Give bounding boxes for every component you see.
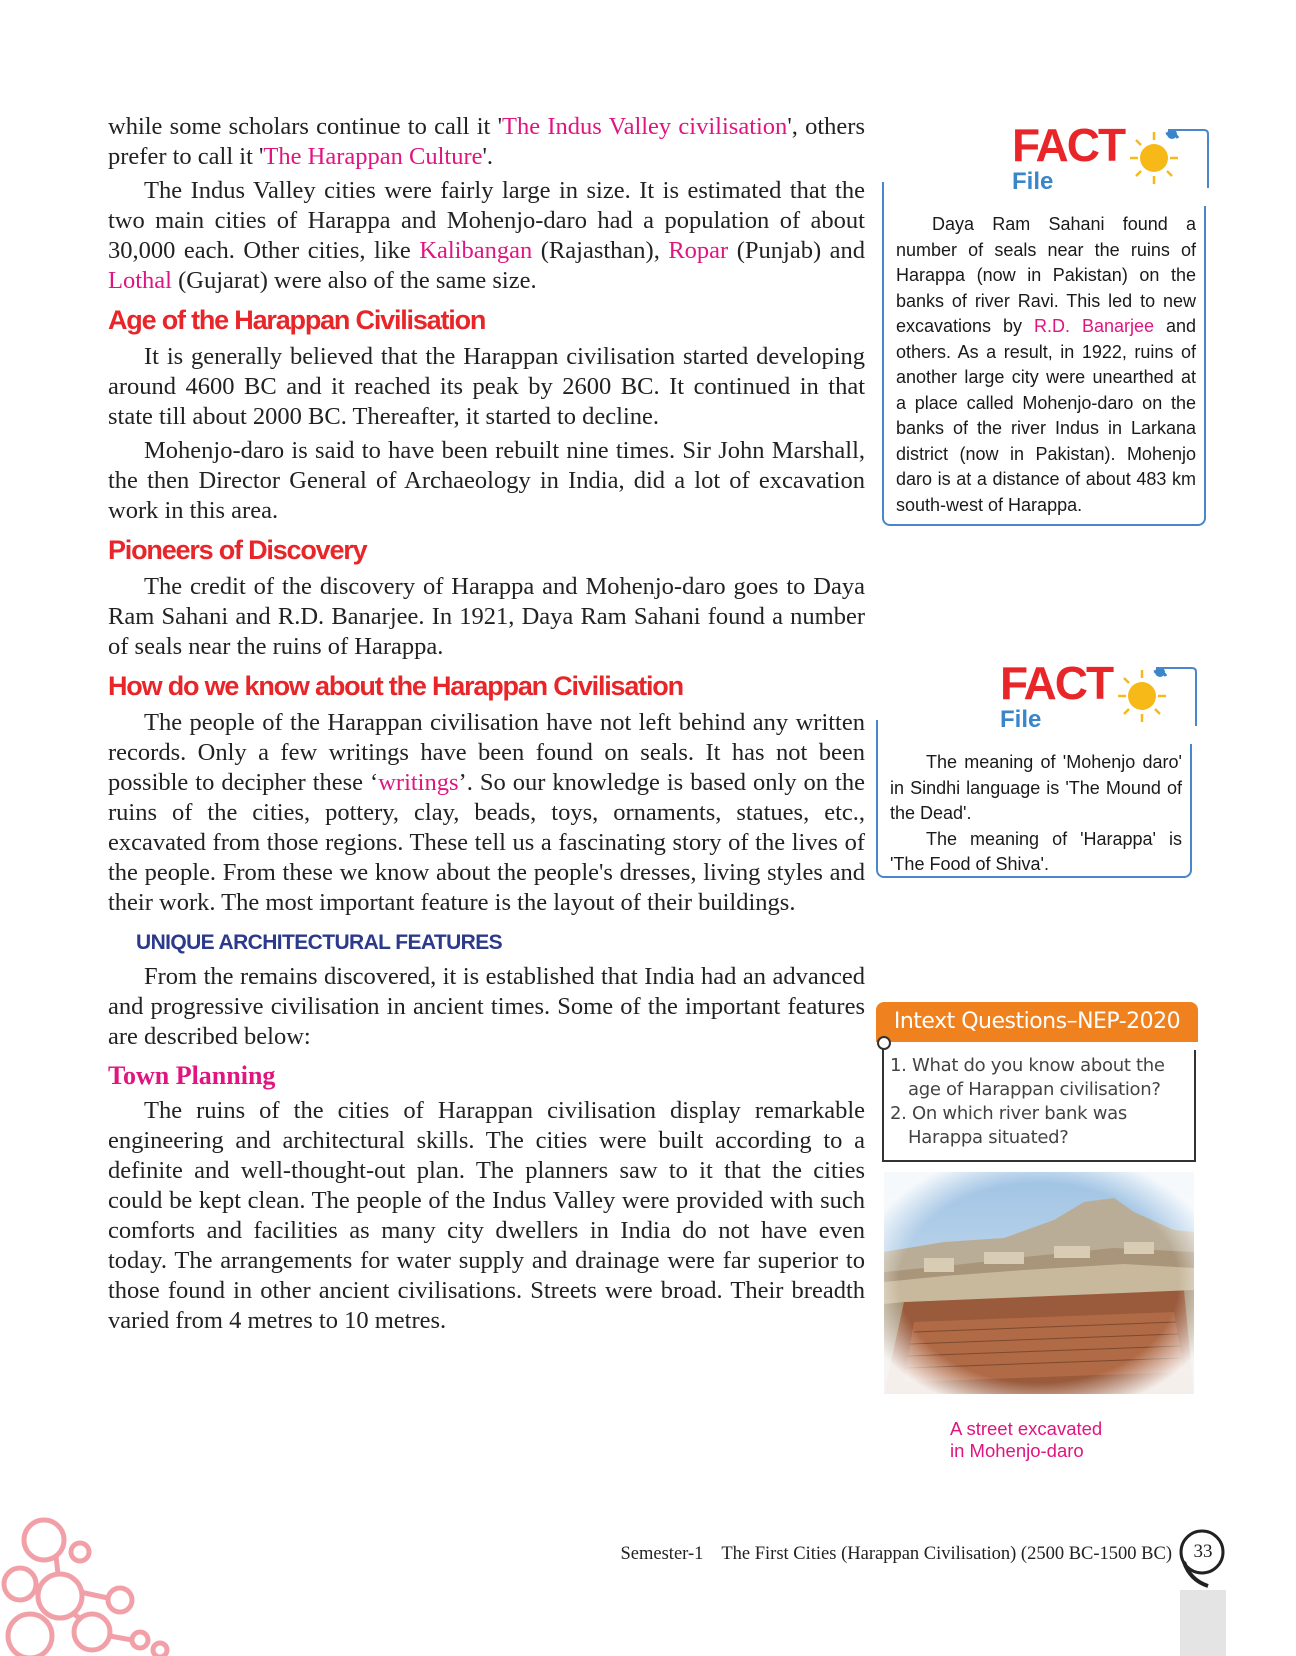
decorative-bubbles [0,1500,180,1656]
text-run: Daya Ram Sahani found a number of seals near the ruins of Harappa (now in Pakistan) on the banks of river Ravi. This led to new excavations by [896,214,1196,336]
sun-icon [1112,666,1198,726]
intext-pin-icon [877,1036,891,1050]
text-run: '. [482,143,494,170]
text-run: ’. So our knowledge is based only on the ruins of the cities, pottery, clay, beads, toys, ornaments, statues, etc., excavated from those regions. These tell us a fascinating story of the lives of the people. From these we know about the people's dresses, living styles and their work. The most important feature is the layout of their buildings. [108,769,865,916]
main-text-column [108,112,865,1340]
file-label: File [1000,706,1042,733]
heading-pioneers: Pioneers of Discovery [108,535,367,565]
fact-text [896,212,1196,518]
question-item: 1. What do you know about the age of Harappan civilisation? [890,1055,1165,1100]
text-run: The Indus Valley cities were fairly large in size. It is estimated that the two main cities of Harappa and Mohenjo-daro had a population of about 30,000 each. Other cities, like [108,177,865,264]
fact-file-box-2 [876,744,1192,878]
text-run: (Punjab) and [728,237,865,264]
photo-caption [950,1418,1190,1462]
heading-unique-features: UNIQUE ARCHITECTURAL FEATURES [136,931,503,954]
highlight-term: The Indus Valley civilisation [502,113,788,140]
footer-semester: Semester-1 [620,1544,704,1564]
fact-file-header-2 [1000,657,1196,734]
paragraph-pioneers: The credit of the discovery of Harappa and Mohenjo-daro goes to Daya Ram Sahani and R.D. Banarjee. In 1921, Daya Ram Sahani found a number of seals near the ruins of Harappa. [108,573,865,660]
intext-questions-title: Intext Questions–NEP-2020 [876,1002,1198,1042]
highlight-term: writings [378,769,459,796]
fact-file-header-1 [1012,119,1208,196]
text-run: The people of the Harappan civilisation have not left behind any written records. Only a few writings have been found on seals. It has not been possible to decipher these ‘ [108,709,865,796]
heading-how-we-know: How do we know about the Harappan Civilisation [108,671,683,701]
fact-left-line [876,720,878,746]
heading-town-planning: Town Planning [108,1061,276,1090]
text-run: (Gujarat) were also of the same size. [171,267,537,294]
text-run: while some scholars continue to call it ' [108,113,502,140]
paragraph-age: It is generally believed that the Harappan civilisation started developing around 4600 BC and it reached its peak by 2600 BC. It continued in that state till about 2000 BC. Thereafter, it started to decline. [108,343,865,430]
excavated-street-photo [884,1172,1194,1394]
fact-file-box-1 [882,206,1206,526]
file-label: File [1012,168,1054,195]
page-footer [500,1542,1172,1566]
footer-chapter-title: The First Cities (Harappan Civilisation) (2500 BC-1500 BC) [721,1544,1172,1564]
highlight-term: Ropar [668,237,729,264]
highlight-term: Lothal [108,267,172,294]
fact-left-line [882,182,884,208]
text-run: and others. As a result, in 1922, ruins of another large city were unearthed at a place called Mohenjo-daro on the banks of the river Indus in Larkana district (now in Pakistan). Mohenjo daro is at a distance of about 483 km south-west of Harappa. [896,316,1196,515]
sun-icon [1124,128,1210,188]
highlight-term: R.D. Banarjee [1033,316,1154,336]
paragraph-unique-features: From the remains discovered, it is established that India had an advanced and progressive civilisation in ancient times. Some of the important features are described below: [108,963,865,1050]
fact-text: The meaning of 'Mohenjo daro' in Sindhi language is 'The Mound of the Dead'. [890,752,1182,823]
decorative-grey-bar [1180,1590,1226,1656]
highlight-term: The Harappan Culture [263,143,483,170]
fact-label: FACT [1012,119,1125,171]
caption-line: in Mohenjo-daro [950,1440,1084,1461]
paragraph-town-planning: The ruins of the cities of Harappan civilisation display remarkable engineering and architectural skills. The cities were built according to a definite and well-thought-out plan. The planners saw to it that the cities could be kept clean. The people of the Indus Valley were provided with such comforts and facilities as many city dwellers in India do not have even today. The arrangements for water supply and drainage were far superior to those found in other ancient civilisations. Streets were broad. Their breadth varied from 4 metres to 10 metres. [108,1097,865,1334]
question-item: 2. On which river bank was Harappa situated? [890,1103,1127,1148]
fact-text: The meaning of 'Harappa' is 'The Food of Shiva'. [890,828,1182,874]
paragraph-intro [108,112,865,172]
fact-label: FACT [1000,657,1113,709]
paragraph-how-we-know [108,708,865,918]
heading-age: Age of the Harappan Civilisation [108,305,486,335]
paragraph-rebuilt: Mohenjo-daro is said to have been rebuilt nine times. Sir John Marshall, the then Director General of Archaeology in India, did a lot of excavation work in this area. [108,437,865,524]
intext-questions-box [882,1050,1196,1162]
paragraph-city-size [108,176,865,296]
page-number: 33 [1193,1541,1213,1562]
text-run: ', others prefer to call it ' [108,113,865,170]
caption-line: A street excavated [950,1418,1103,1439]
text-run: (Rajasthan), [532,237,669,264]
highlight-term: Kalibangan [419,237,533,264]
